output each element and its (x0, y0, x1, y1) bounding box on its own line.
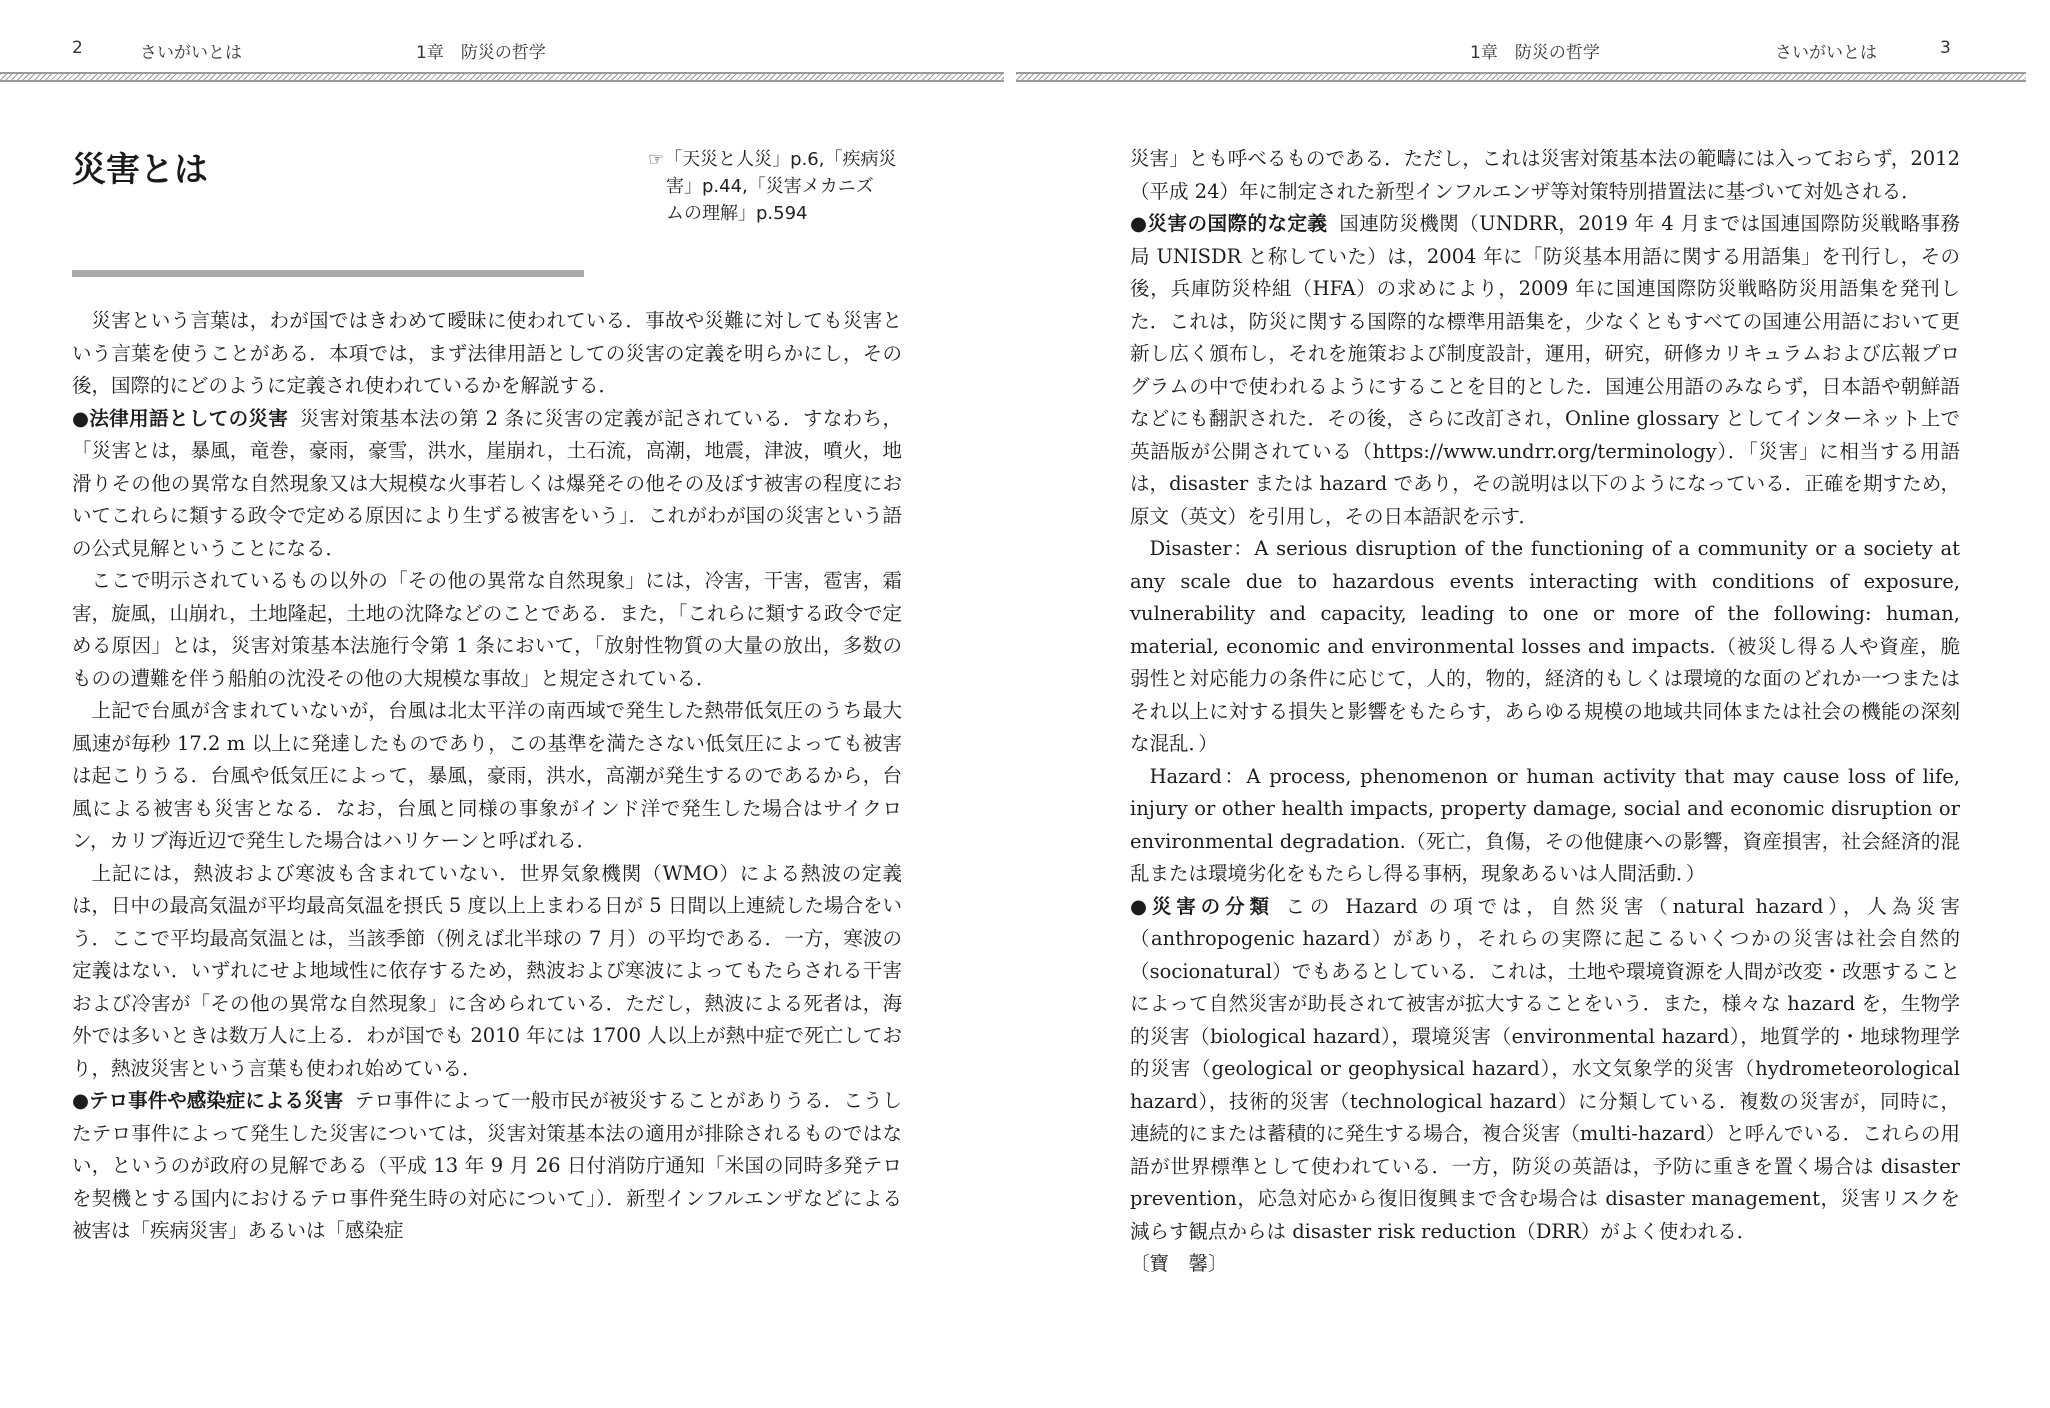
section-text: 国連防災機関（UNDRR，2019 年 4 月までは国連国際防災戦略事務局 UNISDR と称していた）は，2004 年に「防災基本用語に関する用語集」を刊行し，その後，兵庫防災枠組（HFA）の求めにより，2009 年に国連国際防災戦略防災用語集を発刊した．これは，防災に関する国際的な標準用語集を，少なくともすべての国連公用語において更新し広く頒布し，それを施策および制度設計，運用，研究，研修カリキュラムおよび広報プログラムの中で使われるようにすることを目的とした．国連公用語のみならず，日本語や朝鮮語などにも翻訳された．その後，さらに改訂され，Online glossary としてインターネット上で英語版が公開されている（https://www.undrr.org/terminology）．「災害」に相当する用語は，disaster または hazard であり，その説明は以下のようになっている．正確を期すため，原文（英文）を引用し，その日本語訳を示す． (1130, 212, 1961, 528)
paragraph-continued: 災害」とも呼べるものである．ただし，これは災害対策基本法の範疇には入っておらず，2012（平成 24）年に制定された新型インフルエンザ等対策特別措置法に基づいて対処される． (1130, 147, 1960, 203)
right-page (1010, 0, 2050, 1408)
author-signature: 〔寶 馨〕 (1130, 1252, 1228, 1275)
running-head-chapter: 1章 防災の哲学 (1470, 43, 1600, 63)
definition-disaster: Disaster：A serious disruption of the functioning of a community or a society at any scale due to hazardous events interacting with conditions of exposure, vulnerability and capacity, leading to one or more of the following: human, material, economic and environmental losses and impacts.（被災し得る人や資産，脆弱性と対応能力の条件に応じて，人的，物的，経済的もしくは環境的な面のどれか一つまたはそれ以上に対する損失と影響をもたらす，あらゆる規模の地域共同体または社会の機能の深刻な混乱．） (1130, 537, 1960, 755)
xref-line: ムの理解」p.594 (666, 203, 808, 224)
header-rule (1016, 72, 2026, 82)
running-head-chapter: 1章 防災の哲学 (416, 43, 546, 63)
cross-reference[interactable] (648, 146, 898, 227)
xref-line: 「天災と人災」p.6,「疾病災 (664, 149, 897, 170)
running-head-section: さいがいとは (140, 43, 242, 63)
section-text: テロ事件によって一般市民が被災することがありうる．こうしたテロ事件によって発生した災害については，災害対策基本法の適用が排除されるものではない，というのが政府の見解である（平成 13 年 9 月 26 日付消防庁通知「米国の同時多発テロを契機とする国内におけるテロ事件発生時の対応について」）．新型インフルエンザなどによる被害は「疾病災害」あるいは「感染症 (72, 1089, 902, 1242)
article-title: 災害とは (72, 150, 208, 190)
left-page (0, 0, 1010, 1408)
xref-line: 害」p.44,「災害メカニズ (666, 176, 874, 197)
section-heading: ●テロ事件や感染症による災害 (72, 1089, 344, 1112)
header-rule (0, 72, 1004, 82)
section-paragraph (72, 1085, 902, 1248)
page-number: 3 (1940, 38, 1951, 58)
right-body-text (1130, 143, 1960, 1281)
section-heading: ●災害の分類 (1130, 894, 1274, 918)
section-heading: ●災害の国際的な定義 (1130, 212, 1328, 235)
section-paragraph (1130, 891, 1960, 1249)
paragraph: 災害という言葉は，わが国ではきわめて曖昧に使われている．事故や災難に対しても災害という言葉を使うことがある．本項では，まず法律用語としての災害の定義を明らかにし，その後，国際的にどのように定義され使われているかを解説する． (72, 309, 902, 397)
section-paragraph (1130, 208, 1960, 533)
page-number: 2 (72, 38, 83, 58)
paragraph: ここで明示されているもの以外の「その他の異常な自然現象」には，冷害，干害，雹害，霜害，旋風，山崩れ，土地隆起，土地の沈降などのことである．また，「これらに類する政令で定める原因」とは，災害対策基本法施行令第 1 条において，「放射性物質の大量の放出，多数のものの遭難を伴う船舶の沈没その他の大規模な事故」と規定されている． (72, 569, 902, 690)
paragraph: 上記で台風が含まれていないが，台風は北太平洋の南西域で発生した熱帯低気圧のうち最大風速が毎秒 17.2 m 以上に発達したものであり，この基準を満たさない低気圧によっても被害は起こりうる．台風や低気圧によって，暴風，豪雨，洪水，高潮が発生するのであるから，台風による被害も災害となる．なお，台風と同様の事象がインド洋で発生した場合はサイクロン，カリブ海近辺で発生した場合はハリケーンと呼ばれる． (72, 699, 902, 852)
pointing-hand-icon: ☞ (648, 149, 665, 170)
definition-hazard: Hazard：A process, phenomenon or human activity that may cause loss of life, injury or other health impacts, property damage, social and economic disruption or environmental degradation.（死亡，負傷，その他健康への影響，資産損害，社会経済的混乱または環境劣化をもたらし得る事柄，現象あるいは人間活動．） (1130, 764, 1960, 885)
left-body-text (72, 305, 902, 1248)
section-text: この Hazard の項では，自然災害（natural hazard），人為災害（anthropogenic hazard）があり，それらの実際に起こるいくつかの災害は社会自然的（socionatural）でもあるとしている．これは，土地や環境資源を人間が改変・改悪することによって自然災害が助長されて被害が拡大することをいう．また，様々な hazard を，生物学的災害（biological hazard），環境災害（environmental hazard），地質学的・地球物理学的災害（geological or geophysical hazard），水文気象学的災害（hydrometeorological hazard），技術的災害（technological hazard）に分類している．複数の災害が，同時に，連続的にまたは蓄積的に発生する場合，複合災害（multi-hazard）と呼んでいる．これらの用語が世界標準として使われている．一方，防災の英語は，予防に重きを置く場合は disaster prevention，応急対応から復旧復興まで含む場合は disaster management，災害リスクを減らす観点からは disaster risk reduction（DRR）がよく使われる． (1130, 894, 1961, 1243)
section-heading: ●法律用語としての災害 (72, 406, 289, 430)
paragraph: 上記には，熱波および寒波も含まれていない．世界気象機関（WMO）による熱波の定義は，日中の最高気温が平均最高気温を摂氏 5 度以上上まわる日が 5 日間以上連続した場合をいう．ここで平均最高気温とは，当該季節（例えば北半球の 7 月）の平均である．一方，寒波の定義はない．いずれにせよ地域性に依存するため，熱波および寒波によってもたらされる干害および冷害が「その他の異常な自然現象」に含められている．ただし，熱波による死者は，海外では多いときは数万人に上る．わが国でも 2010 年には 1700 人以上が熱中症で死亡しており，熱波災害という言葉も使われ始めている． (72, 861, 902, 1080)
section-text: 災害対策基本法の第 2 条に災害の定義が記されている．すなわち，「災害とは，暴風，竜巻，豪雨，豪雪，洪水，崖崩れ，土石流，高潮，地震，津波，噴火，地滑りその他の異常な自然現象又は大規模な火事若しくは爆発その他その及ぼす被害の程度においてこれらに類する政令で定める原因により生ずる被害をいう」．これがわが国の災害という語の公式見解ということになる． (72, 406, 902, 560)
section-paragraph (72, 403, 902, 566)
running-head-section: さいがいとは (1775, 43, 1877, 63)
title-underline-bar (72, 270, 584, 277)
